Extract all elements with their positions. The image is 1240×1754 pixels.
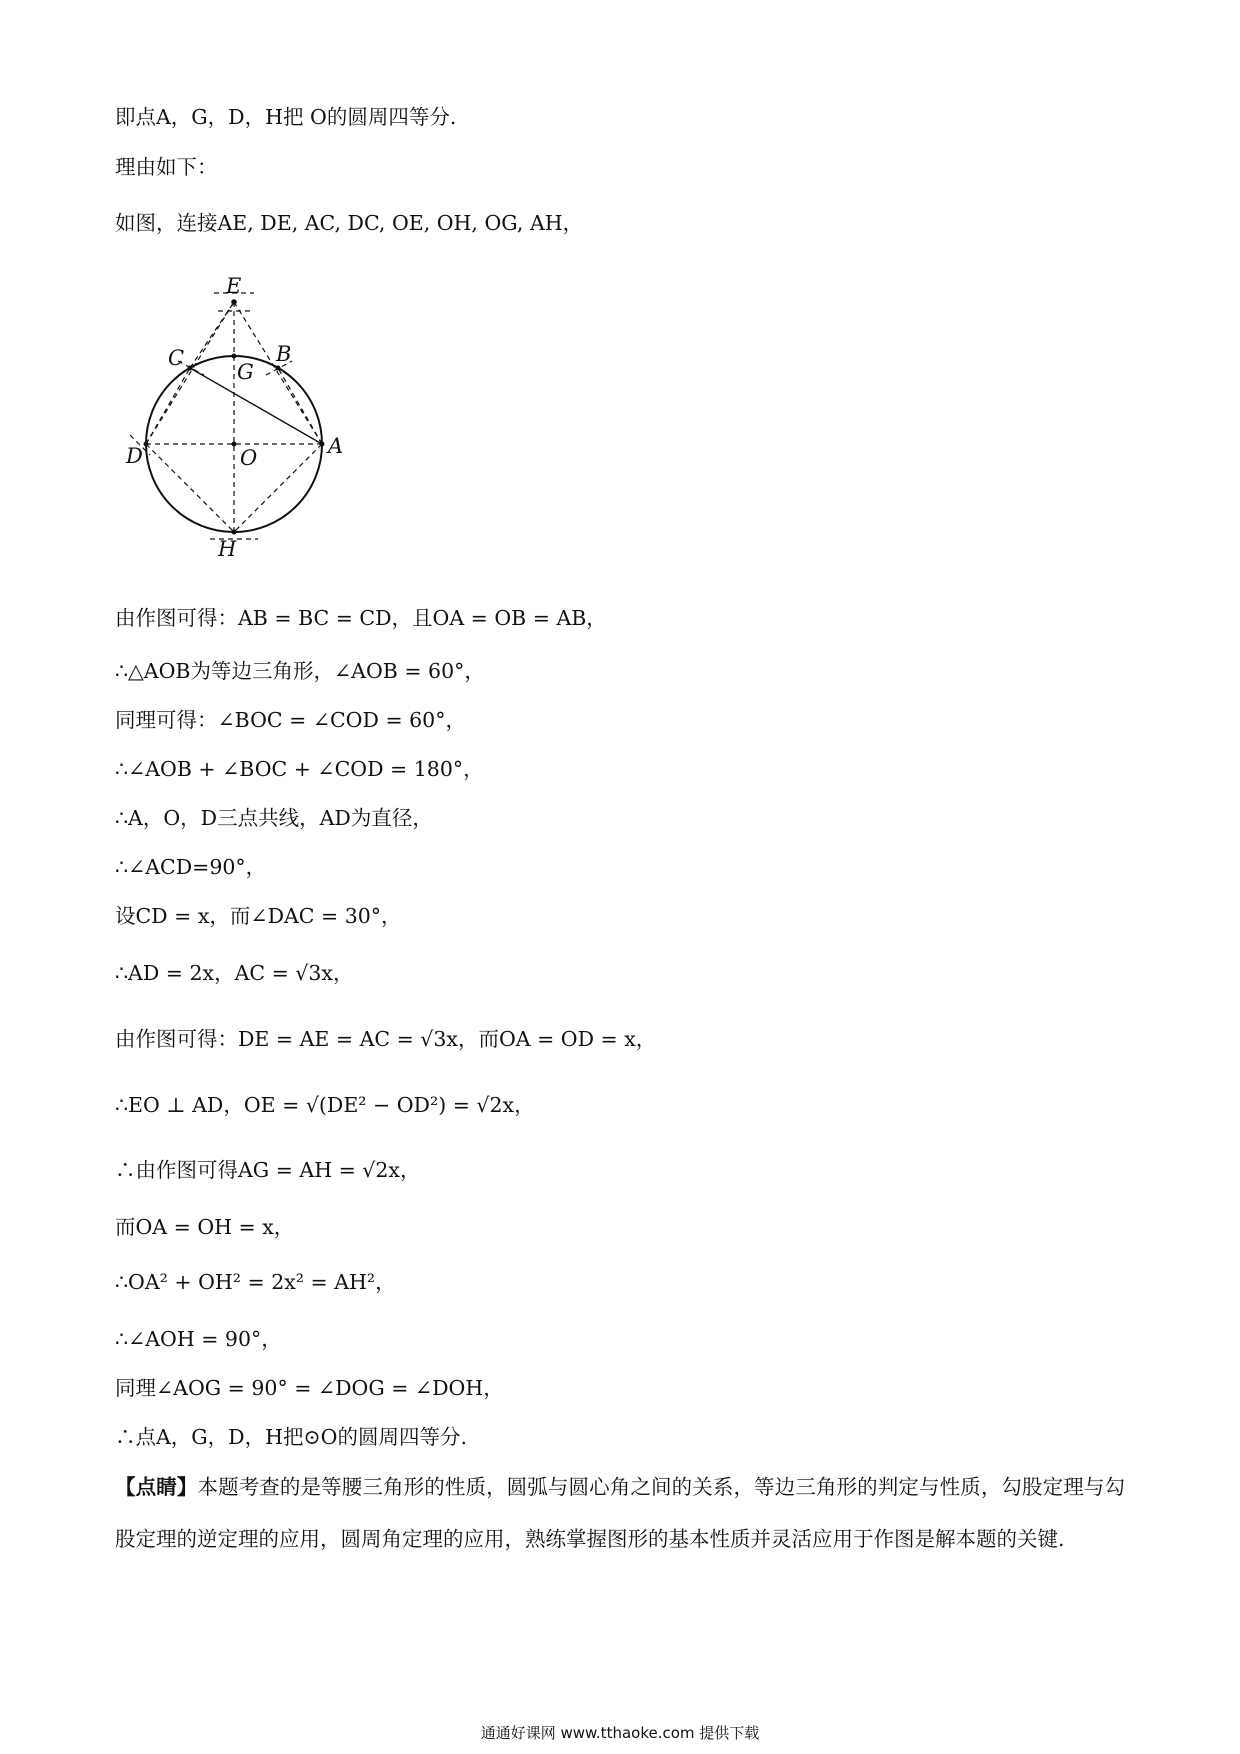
label-d: D — [126, 444, 143, 468]
segment-dc — [146, 368, 190, 444]
label-e: E — [226, 274, 242, 298]
segment-ca — [190, 368, 322, 444]
point-o — [232, 442, 237, 447]
label-g: G — [237, 360, 254, 384]
point-e — [231, 299, 237, 305]
comment-paragraph — [115, 1461, 1125, 1565]
point-d — [144, 442, 149, 447]
comment-text: 本题考查的是等腰三角形的性质，圆弧与圆心角之间的关系，等边三角形的判定与性质，勾股定理与勾股定理的逆定理的应用，圆周角定理的应用，熟练掌握图形的基本性质并灵活应用于作图是解本题的关键. — [115, 1475, 1126, 1551]
solution-line-1: 即点A，G，D，H把 O的圆周四等分. — [115, 105, 457, 129]
segment-ab — [278, 368, 322, 444]
solution-line-8: ∴A，O，D三点共线，AD为直径， — [115, 806, 433, 830]
segment-de — [146, 302, 234, 444]
solution-line-9: ∴∠ACD=90°， — [115, 855, 267, 879]
solution-line-14: ∴由作图可得AG = AH = √2x， — [115, 1158, 421, 1182]
solution-line-19: ∴点A，G，D，H把⊙O的圆周四等分. — [115, 1425, 467, 1449]
comment-tag: 【点睛】 — [115, 1475, 198, 1499]
solution-line-5: ∴△AOB为等边三角形，∠AOB = 60°， — [115, 659, 485, 683]
footer-text: 通通好课网 www.tthaoke.com 提供下载 — [480, 1724, 760, 1742]
solution-line-2: 理由如下： — [115, 155, 218, 179]
label-a: A — [328, 434, 344, 458]
solution-line-11: ∴AD = 2x，AC = √3x， — [115, 961, 354, 985]
label-o: O — [240, 446, 258, 470]
label-c: C — [168, 346, 185, 370]
point-h — [232, 530, 237, 535]
solution-line-15: 而OA = OH = x， — [115, 1215, 295, 1239]
point-b — [276, 366, 281, 371]
label-h: H — [218, 537, 237, 561]
construction-figure — [110, 265, 350, 565]
segment-dh — [146, 444, 234, 532]
solution-line-3: 如图，连接AE, DE, AC, DC, OE, OH, OG, AH， — [115, 211, 584, 235]
label-b: B — [276, 342, 292, 366]
solution-line-18: 同理∠AOG = 90° = ∠DOG = ∠DOH， — [115, 1376, 504, 1400]
point-c — [188, 366, 193, 371]
solution-line-4: 由作图可得：AB = BC = CD，且OA = OB = AB， — [115, 606, 607, 630]
solution-line-12: 由作图可得：DE = AE = AC = √3x，而OA = OD = x， — [115, 1027, 657, 1051]
solution-line-7: ∴∠AOB + ∠BOC + ∠COD = 180°， — [115, 757, 484, 781]
solution-line-13: ∴EO ⊥ AD，OE = √(DE² − OD²) = √2x， — [115, 1093, 535, 1117]
solution-line-6: 同理可得：∠BOC = ∠COD = 60°， — [115, 708, 466, 732]
solution-line-10: 设CD = x，而∠DAC = 30°， — [115, 904, 402, 928]
solution-line-16: ∴OA² + OH² = 2x² = AH²， — [115, 1270, 396, 1294]
point-g — [232, 354, 237, 359]
point-a — [320, 442, 325, 447]
solution-line-17: ∴∠AOH = 90°， — [115, 1327, 282, 1351]
